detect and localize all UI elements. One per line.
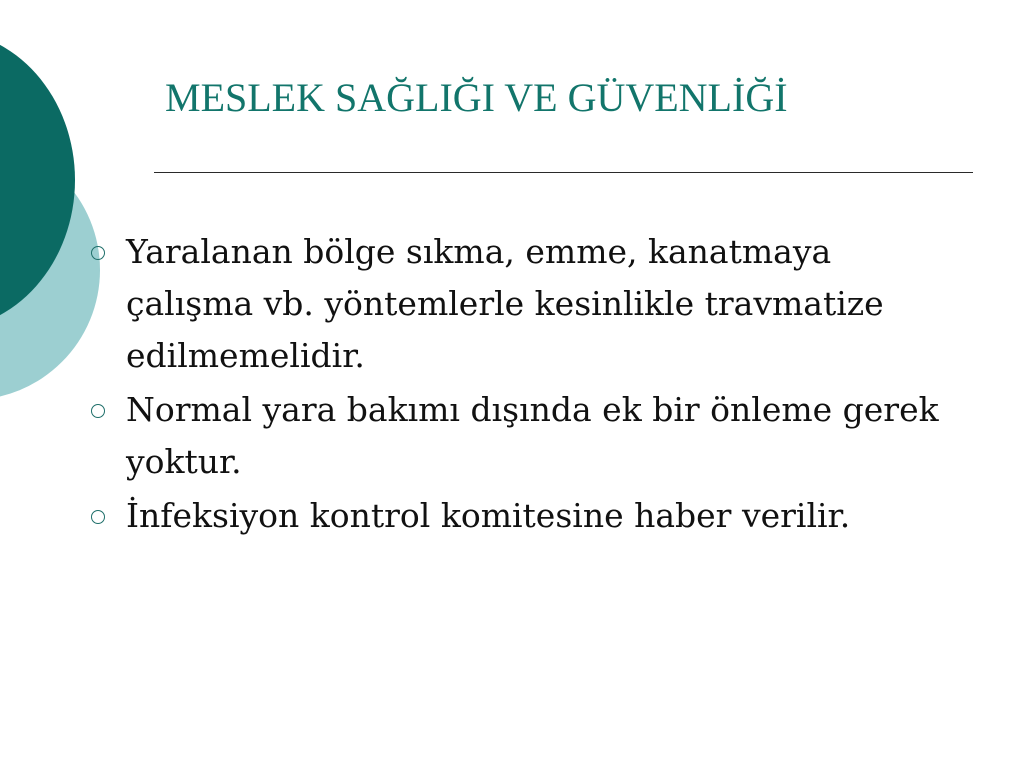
slide-title: MESLEK SAĞLIĞI VE GÜVENLİĞİ	[165, 75, 788, 120]
bullet-text: Yaralanan bölge sıkma, emme, kanatmaya çalışma vb. yöntemlerle kesinlikle travmatize edilmemelidir.	[126, 232, 884, 375]
title-divider	[154, 172, 973, 173]
ring-bullet-icon	[91, 404, 105, 418]
bullet-list	[88, 226, 968, 544]
list-item	[88, 490, 968, 542]
ring-bullet-icon	[91, 246, 105, 260]
ring-bullet-icon	[91, 510, 105, 524]
bullet-text: İnfeksiyon kontrol komitesine haber verilir.	[126, 496, 851, 535]
list-item	[88, 226, 968, 382]
list-item	[88, 384, 968, 488]
bullet-text: Normal yara bakımı dışında ek bir önleme gerek yoktur.	[126, 390, 939, 481]
